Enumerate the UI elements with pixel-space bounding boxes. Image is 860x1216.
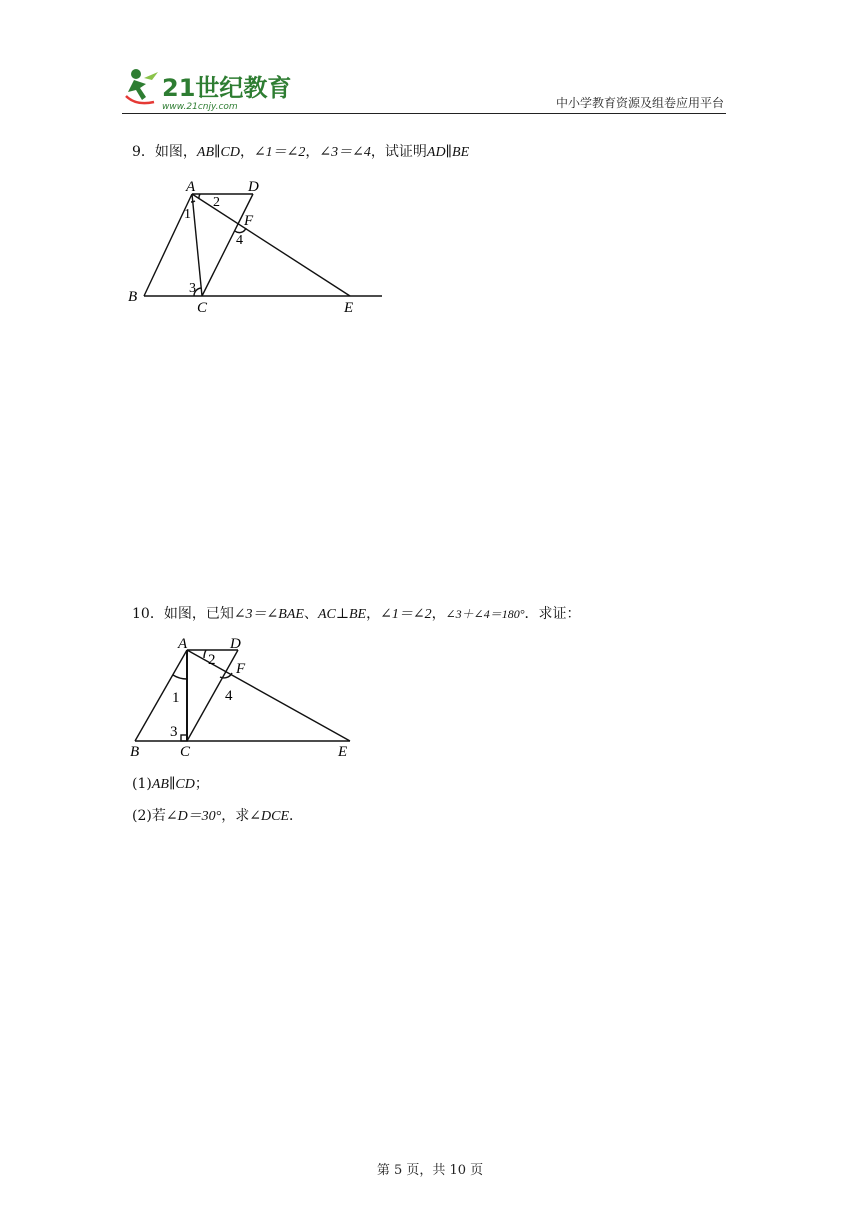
question-number: 9．	[132, 144, 155, 160]
label-B: B	[128, 289, 138, 305]
label-E: E	[344, 300, 354, 316]
label-D: D	[230, 636, 241, 652]
angle-label-1: 1	[184, 207, 191, 222]
logo-url: www.21cnjy.com	[162, 102, 238, 112]
question-10-figure	[120, 632, 370, 762]
angle-label-4: 4	[236, 233, 243, 248]
question-10-part-2	[132, 806, 303, 827]
label-C: C	[197, 300, 208, 316]
page-header	[122, 66, 726, 116]
punct: ．	[289, 808, 304, 824]
math-expr: AC⊥BE	[317, 607, 367, 622]
question-text: 如图，	[154, 144, 197, 160]
math-expr: ∠DCE	[249, 809, 290, 824]
punct: 、	[303, 606, 318, 622]
angle-label-3: 3	[189, 281, 196, 296]
label-E: E	[338, 744, 348, 760]
punct: ，	[305, 144, 320, 160]
label-A: A	[178, 636, 188, 652]
header-platform-name: 中小学教育资源及组卷应用平台	[555, 96, 724, 110]
question-text: 如图，已知	[163, 606, 234, 622]
label-F: F	[236, 661, 246, 677]
question-10-stem	[132, 604, 581, 625]
logo	[122, 66, 292, 114]
question-text: ．求证：	[524, 606, 581, 622]
question-text: 若	[151, 808, 166, 824]
label-B: B	[130, 744, 140, 760]
angle-label-3: 3	[170, 724, 178, 740]
label-D: D	[248, 179, 259, 195]
math-expr: ∠1＝∠2	[380, 607, 432, 622]
math-expr: ∠3＝∠BAE	[233, 607, 304, 622]
angle-label-2: 2	[213, 195, 220, 210]
runner-icon	[126, 69, 158, 103]
math-expr: AB∥CD	[151, 777, 195, 792]
punct: ；	[194, 776, 209, 792]
question-10-part-1	[132, 774, 209, 795]
header-divider	[122, 113, 726, 114]
part-number: (2)	[132, 808, 152, 824]
label-F: F	[244, 213, 254, 229]
angle-label-4: 4	[225, 688, 233, 704]
angle-label-1: 1	[172, 690, 180, 706]
angle-label-2: 2	[208, 652, 216, 668]
math-expr: ∠D＝30°	[165, 809, 222, 824]
question-9-figure	[120, 172, 390, 318]
question-text: ，试证明	[370, 144, 427, 160]
punct: ，	[239, 144, 254, 160]
punct: ，	[366, 606, 381, 622]
math-expr: AB∥CD	[196, 145, 240, 160]
math-expr: ∠3＋∠4＝180°	[445, 607, 525, 621]
label-A: A	[186, 179, 196, 195]
question-number: 10．	[132, 606, 164, 622]
label-C: C	[180, 744, 191, 760]
math-expr: AD∥BE	[426, 145, 470, 160]
math-expr: ∠3＝∠4	[319, 145, 371, 160]
part-number: (1)	[132, 776, 152, 792]
question-text: ，求	[221, 808, 250, 824]
punct: ，	[431, 606, 446, 622]
page-footer: 第 5 页，共 10 页	[376, 1163, 484, 1178]
math-expr: ∠1＝∠2	[253, 145, 306, 160]
question-9-stem	[132, 142, 469, 163]
logo-text: 21世纪教育	[162, 74, 292, 102]
